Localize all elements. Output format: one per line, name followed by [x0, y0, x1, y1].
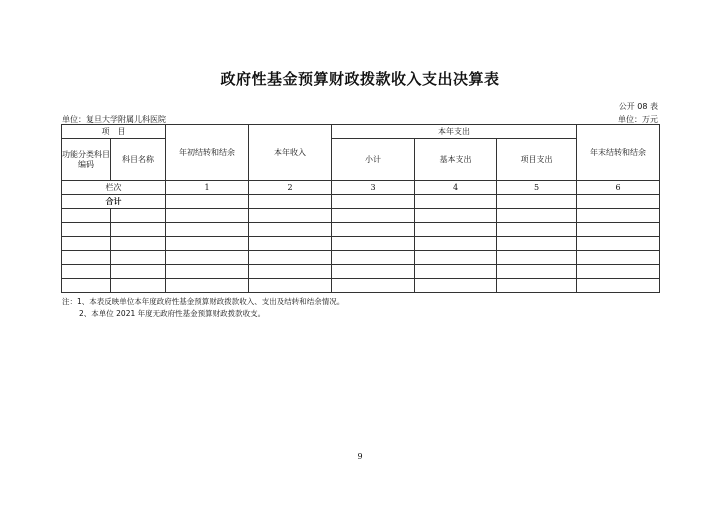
cell-value — [166, 237, 249, 251]
header-subject-name: 科目名称 — [111, 139, 166, 181]
cell-value — [577, 209, 660, 223]
page-number: 9 — [357, 452, 363, 461]
column-number: 2 — [249, 181, 332, 195]
cell-value — [497, 237, 577, 251]
cell-value — [332, 209, 415, 223]
cell-value — [332, 265, 415, 279]
cell-code — [62, 265, 111, 279]
cell-value — [249, 209, 332, 223]
document-title: 政府性基金预算财政拨款收入支出决算表 — [220, 70, 500, 88]
table-row — [62, 251, 660, 265]
cell-value — [415, 223, 497, 237]
column-number: 3 — [332, 181, 415, 195]
cell-value — [497, 279, 577, 293]
cell-value — [577, 265, 660, 279]
total-cell — [332, 195, 415, 209]
cell-value — [497, 265, 577, 279]
total-cell — [249, 195, 332, 209]
cell-name — [111, 237, 166, 251]
cell-code — [62, 237, 111, 251]
header-end-balance: 年末结转和结余 — [577, 125, 660, 181]
total-cell — [415, 195, 497, 209]
currency-unit: 单位：万元 — [618, 115, 658, 124]
note-2: 2、本单位 2021 年度无政府性基金预算财政拨款收支。 — [79, 309, 266, 318]
cell-value — [415, 237, 497, 251]
header-item: 项 目 — [62, 125, 166, 139]
cell-value — [332, 251, 415, 265]
cell-value — [166, 265, 249, 279]
table-row — [62, 209, 660, 223]
cell-code — [62, 209, 111, 223]
header-start-balance: 年初结转和结余 — [166, 125, 249, 181]
column-index-label: 栏次 — [62, 181, 166, 195]
header-current-expenditure: 本年支出 — [332, 125, 577, 139]
cell-value — [166, 223, 249, 237]
column-number: 4 — [415, 181, 497, 195]
cell-value — [415, 265, 497, 279]
table-notes — [62, 296, 344, 320]
total-cell — [166, 195, 249, 209]
cell-value — [497, 223, 577, 237]
cell-name — [111, 223, 166, 237]
cell-value — [249, 237, 332, 251]
cell-value — [415, 251, 497, 265]
column-number: 1 — [166, 181, 249, 195]
cell-value — [332, 279, 415, 293]
cell-value — [249, 223, 332, 237]
cell-value — [166, 279, 249, 293]
note-1: 注：1、本表反映单位本年度政府性基金预算财政拨款收入、支出及结转和结余情况。 — [62, 297, 345, 306]
total-label: 合计 — [62, 195, 166, 209]
column-number: 6 — [577, 181, 660, 195]
cell-name — [111, 209, 166, 223]
header-current-income: 本年收入 — [249, 125, 332, 181]
cell-value — [497, 209, 577, 223]
cell-value — [497, 251, 577, 265]
header-subtotal: 小计 — [332, 139, 415, 181]
cell-value — [577, 279, 660, 293]
cell-value — [332, 237, 415, 251]
cell-value — [577, 237, 660, 251]
total-cell — [577, 195, 660, 209]
cell-value — [166, 209, 249, 223]
cell-value — [577, 223, 660, 237]
cell-code — [62, 223, 111, 237]
reporting-unit: 单位：复旦大学附属儿科医院 — [62, 115, 166, 124]
cell-name — [111, 251, 166, 265]
cell-name — [111, 279, 166, 293]
cell-value — [249, 265, 332, 279]
header-func-class: 功能分类科目编码 — [62, 139, 111, 181]
table-number: 公开 08 表 — [618, 102, 658, 111]
column-number: 5 — [497, 181, 577, 195]
cell-value — [249, 251, 332, 265]
table-row — [62, 237, 660, 251]
cell-value — [166, 251, 249, 265]
cell-value — [415, 279, 497, 293]
table-row — [62, 279, 660, 293]
cell-value — [577, 251, 660, 265]
cell-value — [332, 223, 415, 237]
header-basic-expenditure: 基本支出 — [415, 139, 497, 181]
table-row — [62, 223, 660, 237]
budget-table — [61, 124, 660, 293]
cell-name — [111, 265, 166, 279]
header-project-expenditure: 项目支出 — [497, 139, 577, 181]
total-cell — [497, 195, 577, 209]
cell-value — [415, 209, 497, 223]
cell-code — [62, 279, 111, 293]
cell-value — [249, 279, 332, 293]
cell-code — [62, 251, 111, 265]
table-row — [62, 265, 660, 279]
